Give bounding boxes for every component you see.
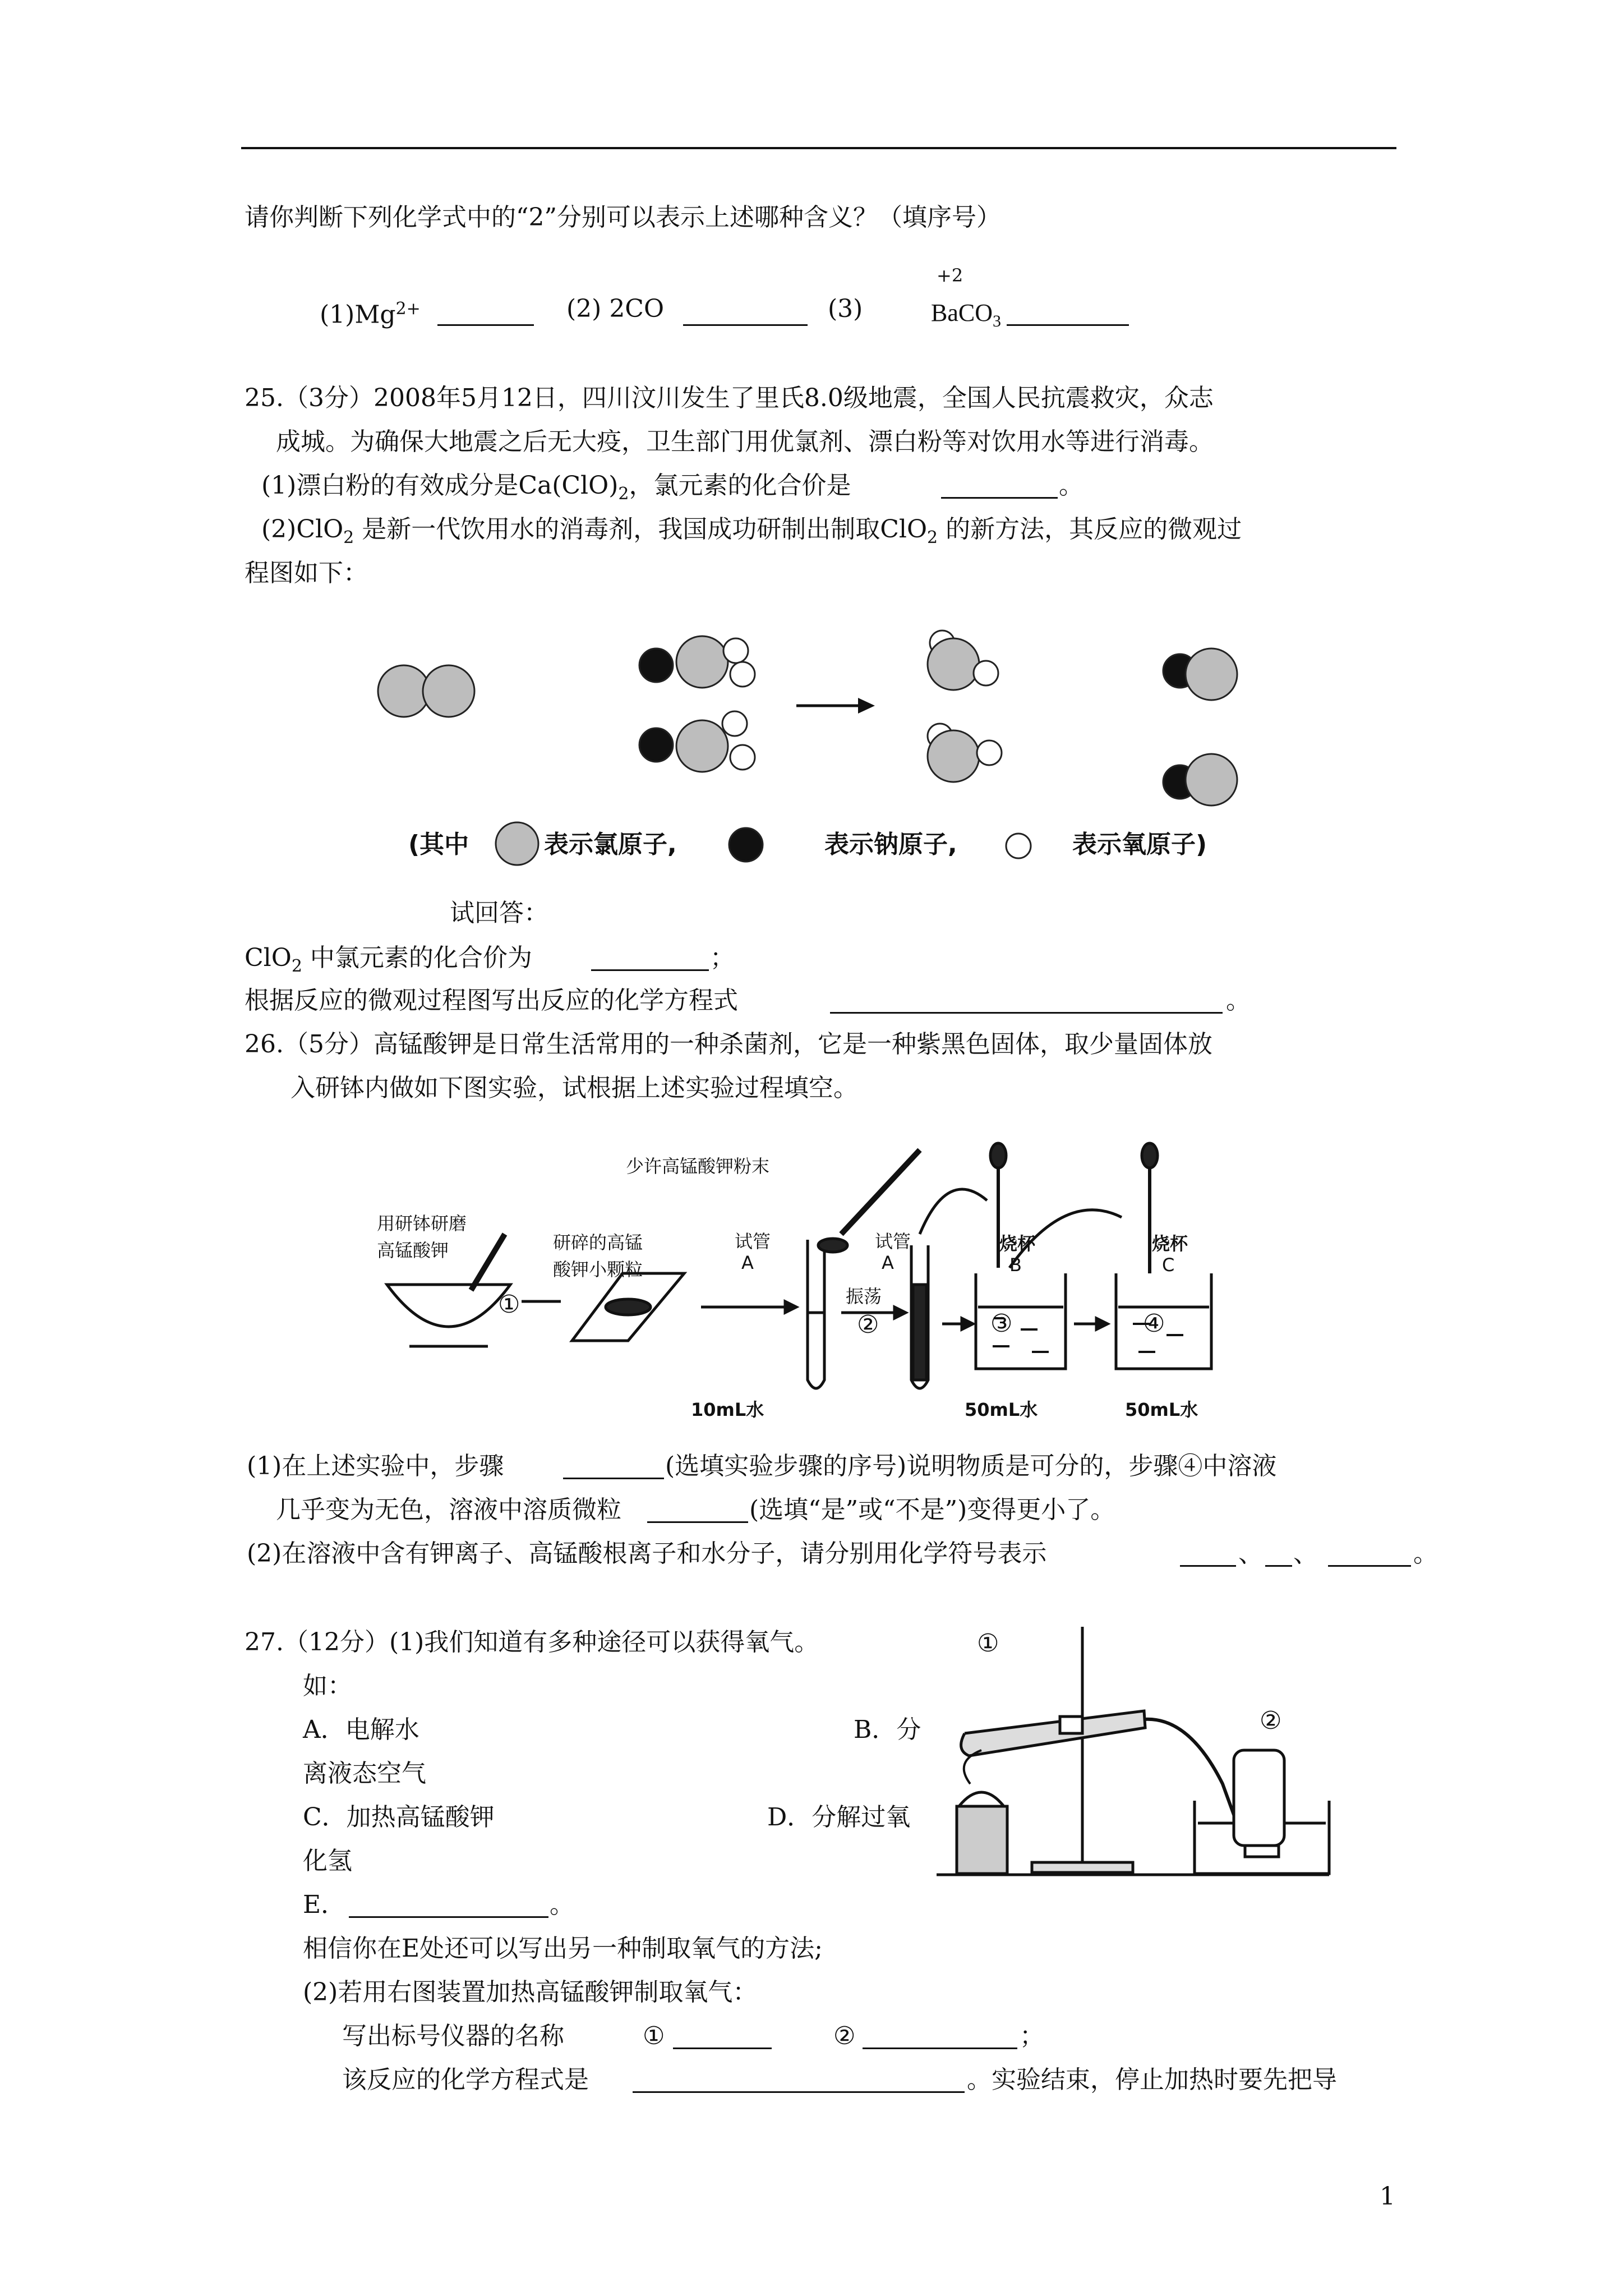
q24-blank3[interactable] — [1007, 302, 1129, 326]
o-atom — [723, 638, 748, 663]
q25-blank2[interactable] — [591, 947, 709, 971]
q24-formula: BaCO$_3$ — [931, 299, 1001, 330]
q24-prompt: 请你判断下列化学式中的“2”分别可以表示上述哪种含义？（填序号） — [245, 203, 1001, 232]
label-grind2: 高锰酸钾 — [377, 1240, 449, 1261]
label-grind1: 用研钵研磨 — [377, 1213, 467, 1234]
lamp-block — [957, 1806, 1007, 1874]
q26-sep2: 、 — [1293, 1539, 1318, 1568]
cl-atom — [928, 730, 979, 782]
label-beaker-c: 烧杯 — [1152, 1233, 1188, 1254]
beaker-b — [976, 1273, 1066, 1369]
q25-ans2: 根据反应的微观过程图写出反应的化学方程式 — [245, 986, 738, 1015]
q27-eq-b: 。实验结束，停止加热时要先把导 — [967, 2065, 1337, 2094]
q27-blank-n1[interactable] — [673, 2025, 772, 2049]
label-ground1: 研碎的高锰 — [553, 1232, 643, 1253]
q25-sub1-end: 。 — [1059, 471, 1083, 500]
label-beaker-cb: C — [1162, 1254, 1175, 1276]
spatula — [841, 1150, 920, 1234]
o-atom — [730, 662, 755, 687]
q24-valence: +2 — [937, 265, 963, 286]
cl-atom — [928, 638, 979, 690]
legend-cl: 表示氯原子, — [544, 830, 677, 859]
label-tube-a1: 试管 — [735, 1231, 771, 1252]
q27-blank-e[interactable] — [349, 1894, 548, 1918]
q27-like: 如： — [303, 1672, 352, 1700]
page-number: 1 — [1380, 2182, 1395, 2211]
label-water50b: 50mL水 — [1125, 1399, 1198, 1420]
q25-ans1-end: ； — [710, 944, 735, 972]
reaction-diagram — [359, 589, 1256, 869]
na-atom — [639, 728, 673, 762]
q26-blank4[interactable] — [1265, 1543, 1292, 1567]
q24-item3: (3) — [828, 295, 863, 323]
q24-blank2[interactable] — [683, 302, 808, 326]
reaction-arrow — [796, 698, 875, 714]
q27-line1: 27.（12分）(1)我们知道有多种途径可以获得氧气。 — [245, 1628, 819, 1657]
label-step1: ① — [498, 1290, 520, 1319]
label-ground2: 酸钾小颗粒 — [553, 1259, 643, 1280]
q27-opt-d: D．分解过氧 — [767, 1803, 911, 1832]
label-tube-a2: 试管 — [875, 1231, 911, 1252]
q25-blank3[interactable] — [830, 990, 1223, 1014]
q27-opt-e: E． — [303, 1890, 346, 1919]
q26-line1: 26.（5分）高锰酸钾是日常生活常用的一种杀菌剂，它是一种紫黑色固体，取少量固体放 — [245, 1030, 1212, 1059]
cl-atom — [378, 665, 430, 717]
label-step2: ② — [857, 1310, 879, 1339]
label-water10: 10mL水 — [691, 1399, 764, 1420]
cl-atom — [423, 665, 474, 717]
label-beaker-bb: B — [1009, 1254, 1022, 1276]
q24-item1: $(1)Mg^{2+}$ — [320, 299, 421, 329]
q26-blank5[interactable] — [1328, 1543, 1411, 1567]
q27-blank-n2[interactable] — [863, 2025, 1017, 2049]
mortar — [387, 1285, 510, 1327]
q27-sub2: (2)若用右图装置加热高锰酸钾制取氧气： — [303, 1978, 758, 2007]
q25-blank1[interactable] — [941, 475, 1058, 499]
label-step4: ④ — [1143, 1309, 1165, 1338]
o-atom — [722, 711, 747, 736]
q27-blank-eq[interactable] — [633, 2069, 965, 2093]
label-powder: 少许高锰酸钾粉末 — [626, 1156, 770, 1177]
na-atom — [639, 648, 673, 682]
q26-sub1d: (选填“是”或“不是”)变得更小了。 — [749, 1496, 1115, 1524]
potassium-permanganate-experiment — [359, 1133, 1312, 1436]
q26-blank2[interactable] — [647, 1499, 748, 1523]
q25-sub1: (1)漂白粉的有效成分是$Ca(ClO)_2$，氯元素的化合价是 — [261, 471, 851, 504]
o-atom — [974, 661, 998, 685]
label-step3: ③ — [990, 1309, 1013, 1338]
legend-na-icon — [729, 828, 763, 862]
q27-opt-a: A．电解水 — [303, 1715, 419, 1744]
q25-ans1: ClO$_2$ 中氯元素的化合价为 — [245, 944, 532, 976]
legend-o: 表示氧原子) — [1072, 830, 1207, 859]
q27-note: 相信你在E处还可以写出另一种制取氧气的方法; — [303, 1934, 823, 1963]
o-atom — [977, 740, 1002, 765]
q26-blank3[interactable] — [1180, 1543, 1236, 1567]
label-tube-a1b: A — [741, 1252, 754, 1273]
q27-opt-b2: 离液态空气 — [303, 1759, 426, 1788]
q25-line1: 25.（3分）2008年5月12日，四川汶川发生了里氏8.0级地震，全国人民抗震救灾，众志 — [245, 384, 1214, 412]
legend-cl-icon — [496, 822, 538, 865]
cl-atom — [676, 636, 728, 688]
q24-blank1[interactable] — [437, 302, 534, 326]
test-tube — [961, 1711, 1145, 1756]
q25-sub2: (2)ClO$_2$ 是新一代饮用水的消毒剂，我国成功研制出制取ClO$_2$ 的新方法，其反应的微观过 — [261, 515, 1242, 547]
q27-opt-e-end: 。 — [550, 1890, 574, 1919]
q26-line2: 入研钵内做如下图实验，试根据上述实验过程填空。 — [291, 1074, 858, 1102]
q25-sub2-line2: 程图如下： — [245, 559, 368, 587]
header-rule — [241, 147, 1396, 149]
powder-pile — [606, 1299, 651, 1315]
q27-opt-d2: 化氢 — [303, 1847, 352, 1875]
q27-names-c1: ① — [643, 2022, 665, 2050]
q26-sub1a: (1)在上述实验中，步骤 — [247, 1452, 504, 1480]
cl-atom — [1186, 648, 1237, 700]
q27-opt-c: C．加热高锰酸钾 — [303, 1803, 495, 1832]
q26-sub1b: (选填实验步骤的序号)说明物质是可分的，步骤④中溶液 — [665, 1452, 1277, 1480]
label-tube-a2b: A — [882, 1252, 894, 1273]
q27-names-c2: ② — [833, 2022, 856, 2050]
legend-o-icon — [1006, 834, 1031, 858]
q26-sep1: 、 — [1238, 1539, 1263, 1568]
q27-names: 写出标号仪器的名称 — [342, 2022, 564, 2050]
q27-eq: 该反应的化学方程式是 — [342, 2065, 589, 2094]
fig-label-2: ② — [1260, 1706, 1282, 1735]
q26-end: 。 — [1413, 1539, 1438, 1568]
q26-sub1c: 几乎变为无色，溶液中溶质微粒 — [276, 1496, 621, 1524]
q26-blank1[interactable] — [563, 1455, 664, 1479]
q27-names-end: ； — [1020, 2022, 1044, 2050]
legend-na: 表示钠原子, — [824, 830, 957, 859]
label-beaker-b: 烧杯 — [999, 1233, 1036, 1254]
gas-bottle — [1234, 1750, 1284, 1846]
q25-ans2-end: 。 — [1226, 986, 1251, 1015]
legend-open: (其中 — [408, 830, 469, 859]
q25-line2: 成城。为确保大地震之后无大疫，卫生部门用优氯剂、漂白粉等对饮用水等进行消毒。 — [276, 427, 1214, 456]
fig-label-1: ① — [977, 1629, 999, 1658]
o-atom — [730, 745, 755, 770]
q27-opt-b: B．分 — [854, 1715, 921, 1744]
cl-atom — [676, 720, 728, 772]
q26-sub2: (2)在溶液中含有钾离子、高锰酸根离子和水分子，请分别用化学符号表示 — [247, 1539, 1047, 1568]
label-shake: 振荡 — [846, 1286, 882, 1307]
q24-item2: (2) 2CO — [566, 295, 665, 323]
pestle — [471, 1234, 505, 1290]
q25-answer-prompt: 试回答： — [450, 899, 548, 927]
cl-atom — [1186, 754, 1237, 806]
label-water50a: 50mL水 — [965, 1399, 1038, 1420]
